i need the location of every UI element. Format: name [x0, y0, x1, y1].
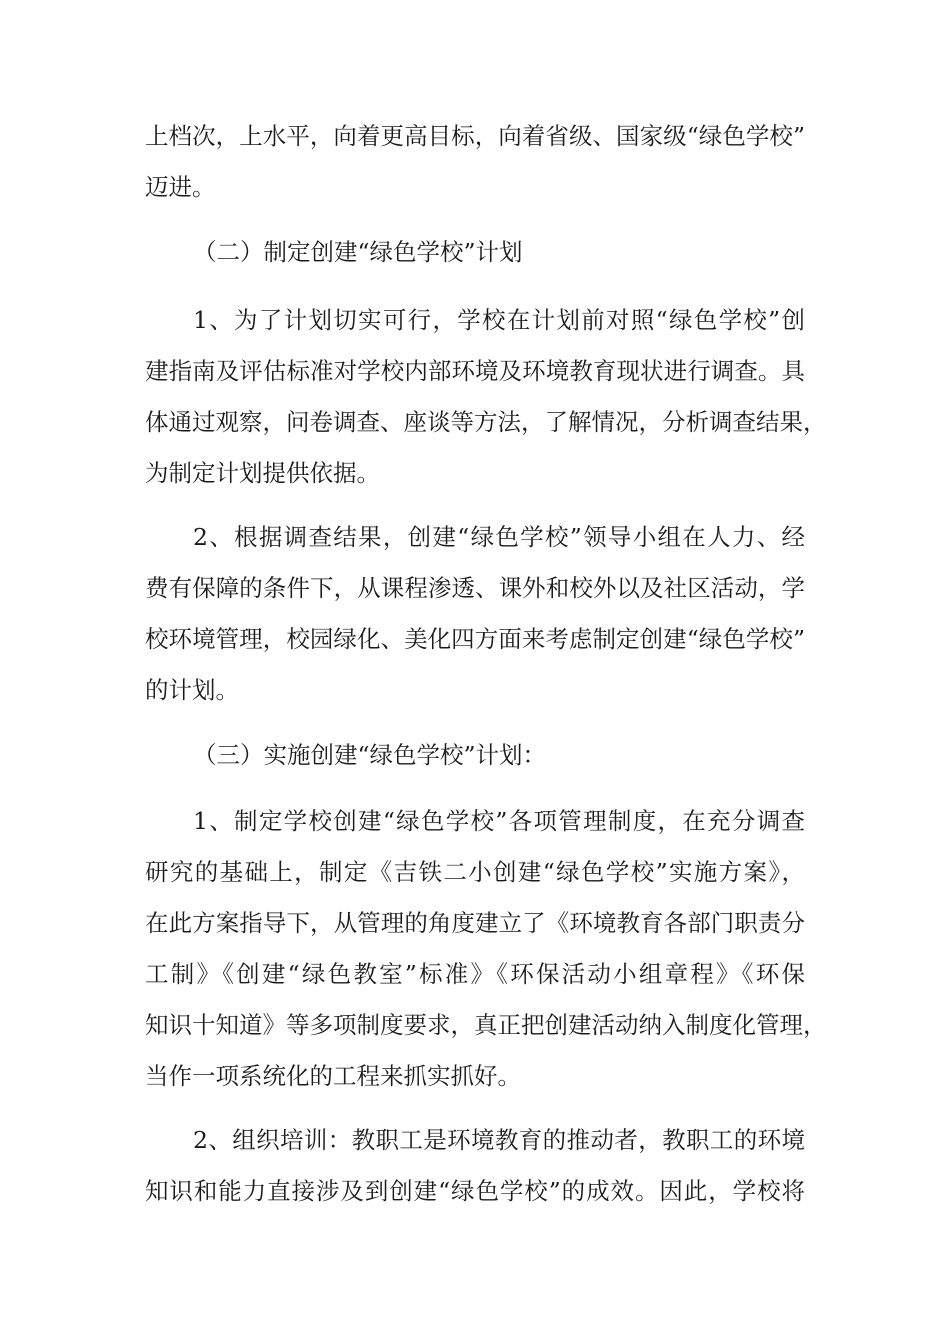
- text-line: 的计划。: [145, 676, 239, 704]
- text-line: 知识十知道》等多项制度要求，真正把创建活动纳入制度化管理，: [145, 1011, 827, 1039]
- text-line: 当作一项系统化的工程来抓实抓好。: [145, 1062, 521, 1090]
- text-line: 迈进。: [145, 173, 216, 201]
- text-line: 建指南及评估标准对学校内部环境及环境教育现状进行调查。具: [145, 357, 805, 385]
- text-line: 工制》《创建“绿色教室”标准》《环保活动小组章程》《环保: [145, 960, 805, 988]
- text-line: 2、组织培训：教职工是环境教育的推动者，教职工的环境: [193, 1126, 805, 1154]
- text-line: 1、制定学校创建“绿色学校”各项管理制度，在充分调查: [193, 807, 805, 835]
- text-line: 2、根据调查结果，创建“绿色学校”领导小组在人力、经: [193, 523, 805, 551]
- text-line: 为制定计划提供依据。: [145, 459, 380, 487]
- text-line: 知识和能力直接涉及到创建“绿色学校”的成效。因此，学校将: [145, 1177, 805, 1205]
- text-line: 研究的基础上，制定《吉铁二小创建“绿色学校”实施方案》，: [145, 858, 805, 886]
- text-line: 1、为了计划切实可行，学校在计划前对照“绿色学校”创: [193, 306, 805, 334]
- section-heading: （三）实施创建“绿色学校”计划：: [193, 741, 547, 769]
- section-heading: （二）制定创建“绿色学校”计划: [193, 238, 523, 266]
- text-line: 在此方案指导下，从管理的角度建立了《环境教育各部门职责分: [145, 909, 805, 937]
- text-line: 费有保障的条件下，从课程渗透、课外和校外以及社区活动，学: [145, 574, 805, 602]
- text-line: 校环境管理，校园绿化、美化四方面来考虑制定创建“绿色学校”: [145, 625, 805, 653]
- text-line: 体通过观察，问卷调查、座谈等方法，了解情况，分析调查结果，: [145, 408, 827, 436]
- text-line: 上档次，上水平，向着更高目标，向着省级、国家级“绿色学校”: [145, 122, 805, 150]
